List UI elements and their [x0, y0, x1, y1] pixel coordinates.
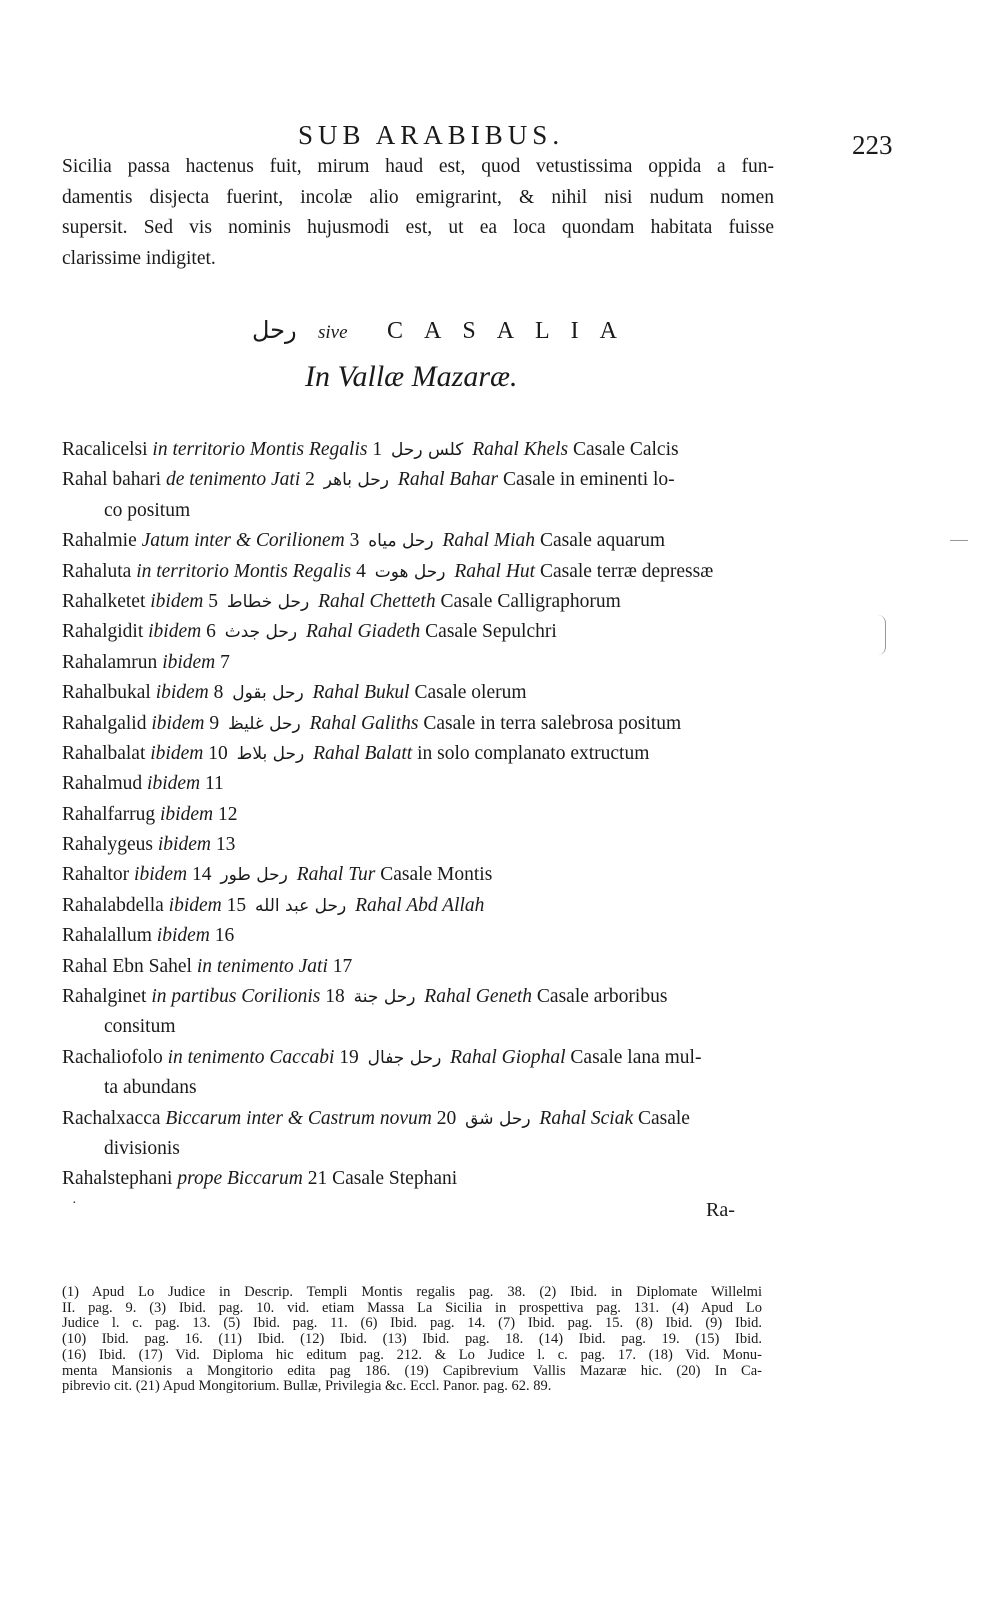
entry-text: Casale arboribus	[532, 986, 668, 1008]
casale-entry	[62, 617, 762, 647]
italic-text: in tenimento Caccabi	[167, 1046, 335, 1068]
entry-continuation	[62, 1134, 762, 1164]
casale-entry	[62, 557, 762, 587]
arabic-name: رحل هوت	[374, 561, 446, 582]
entry-text: Casale	[633, 1107, 690, 1129]
entry-text: 17	[327, 955, 353, 977]
casale-entry	[62, 709, 762, 739]
entry-text: Casale Calcis	[568, 439, 679, 460]
casale-entry	[62, 769, 762, 799]
entry-text: 10	[203, 742, 233, 764]
italic-text: Rahal Tur	[296, 864, 376, 886]
entry-text: Rahalfarrug	[62, 803, 160, 825]
casale-entry	[62, 1104, 762, 1134]
intro-line: Sicilia passa hactenus fuit, mirum haud est, quod vetustissima oppida a fun-	[62, 156, 774, 177]
footnote-line: (10) Ibid. pag. 16. (11) Ibid. (12) Ibid. (13) Ibid. pag. 18. (14) Ibid. pag. 19. (15) Ibid.	[62, 1331, 762, 1348]
entry-continuation	[62, 496, 762, 526]
entry-text: divisionis	[104, 1137, 180, 1159]
arabic-name: رحل بقول	[232, 683, 304, 704]
casale-entry	[62, 830, 762, 860]
italic-text: in partibus Corilionis	[151, 986, 321, 1008]
entry-text: 9	[204, 712, 224, 734]
italic-text: ibidem	[150, 742, 204, 764]
intro-line: clarissime indigitet.	[62, 247, 216, 269]
italic-text: in tenimento Jati	[196, 955, 328, 977]
entry-text: Rahalbalat	[62, 742, 151, 764]
page-number: 223	[852, 130, 893, 160]
entry-text: Rahalygeus	[62, 834, 158, 856]
entry-text: ta abundans	[104, 1077, 197, 1099]
italic-text: Biccarum inter & Castrum novum	[165, 1107, 432, 1129]
entry-text: consitum	[104, 1016, 176, 1038]
italic-text: Rahal Miah	[442, 530, 536, 552]
entry-text: Rahalallum	[62, 925, 157, 947]
arabic-name: رحل جدث	[224, 622, 298, 643]
italic-text: ibidem	[134, 864, 188, 886]
italic-text: Rahal Giadeth	[306, 621, 421, 643]
entry-text: 21 Casale Stephani	[302, 1168, 458, 1190]
italic-text: de tenimento Jati	[165, 469, 301, 491]
entry-text: Casale in terra salebrosa positum	[418, 712, 682, 734]
arabic-name: رحل طور	[220, 865, 288, 886]
entry-text: Racalicelsi	[62, 439, 153, 460]
italic-text: ibidem	[150, 590, 204, 612]
casale-entry	[62, 739, 762, 769]
entry-text: 20	[431, 1107, 462, 1129]
arabic-name: رحل باهر	[323, 470, 390, 491]
italic-text: Rahal Abd Allah	[355, 894, 485, 916]
arabic-name: رحل جنة	[353, 987, 416, 1008]
italic-text: prope Biccarum	[177, 1168, 303, 1190]
italic-text: ibidem	[162, 651, 216, 673]
entry-text: Rahalginet	[62, 986, 152, 1008]
entry-text: Rahalstephani	[62, 1168, 178, 1190]
entry-text: 12	[213, 803, 238, 825]
italic-text: ibidem	[151, 712, 205, 734]
entry-text: Rachaliofolo	[62, 1046, 168, 1068]
stray-dot: ·	[72, 1196, 77, 1211]
entry-text: 19	[334, 1046, 364, 1068]
entry-text: Rahaluta	[62, 560, 137, 582]
title-casalia: CASALIA	[387, 318, 639, 344]
italic-text: Rahal Chetteth	[318, 590, 436, 612]
arabic-name: كلس رحل	[390, 440, 464, 460]
footnote-line: (16) Ibid. (17) Vid. Diploma hic editum pag. 212. & Lo Judice l. c. pag. 17. (18) Vid. Monu-	[62, 1346, 762, 1363]
italic-text: Rahal Khels	[472, 439, 569, 460]
casale-entry	[62, 1164, 762, 1194]
entry-continuation	[62, 1012, 762, 1042]
casale-entry	[62, 587, 762, 617]
footnote-line: pibrevio cit. (21) Apud Mongitorium. Bullæ, Privilegia &c. Eccl. Panor. pag. 62. 89.	[62, 1378, 552, 1395]
casale-entry	[62, 952, 762, 982]
entry-text: 13	[210, 834, 236, 856]
entry-text: 18	[320, 986, 350, 1008]
entry-text: Rahalabdella	[62, 894, 169, 916]
casale-entry	[62, 1043, 762, 1073]
footnote-line: menta Mansionis a Mongitorio edita pag 186. (19) Capibrevium Vallis Mazaræ hic. (20) In Ca-	[62, 1362, 762, 1379]
footnote-line: Judice l. c. pag. 13. (5) Ibid. pag. 11. (6) Ibid. pag. 14. (7) Ibid. pag. 15. (8) Ibid. (9) Ibid.	[62, 1315, 762, 1332]
entry-text: 5	[203, 590, 223, 612]
entry-text: Rahal bahari	[62, 469, 166, 491]
footnotes	[62, 1285, 762, 1395]
italic-text: ibidem	[168, 894, 222, 916]
intro-line: damentis disjecta fuerint, incolæ alio emigrarint, & nihil nisi nudum nomen	[62, 186, 774, 208]
italic-text: in territorio Montis Regalis	[136, 560, 352, 582]
arabic-name: رحل مياه	[368, 531, 434, 552]
entry-text: Rahalketet	[62, 590, 151, 612]
entry-text: Casale terræ depressæ	[535, 560, 714, 582]
entry-text: Casale lana mul-	[565, 1046, 702, 1068]
italic-text: ibidem	[157, 834, 211, 856]
arabic-name: رحل بلاط	[236, 743, 305, 764]
entry-text: Casale Montis	[375, 864, 493, 886]
casale-entry	[62, 982, 762, 1012]
entry-text: 11	[200, 773, 224, 795]
entry-text: Rahalgidit	[62, 621, 149, 643]
italic-text: ibidem	[155, 682, 209, 704]
margin-mark	[950, 540, 968, 541]
casale-entry	[62, 860, 762, 890]
italic-text: ibidem	[156, 925, 210, 947]
footnote-line: (1) Apud Lo Judice in Descrip. Templi Montis regalis pag. 38. (2) Ibid. in Diplomate Willelmi	[62, 1284, 762, 1300]
italic-text: Rahal Geneth	[424, 986, 533, 1008]
footnote-line: II. pag. 9. (3) Ibid. pag. 10. vid. etiam Massa La Sicilia in prospettiva pag. 131. (4) Apud Lo	[62, 1299, 762, 1316]
entry-text: Rahalmud	[62, 773, 148, 795]
arabic-name: رحل خطاط	[226, 591, 310, 612]
italic-text: Rahal Bahar	[397, 469, 499, 491]
entry-text: co positum	[104, 499, 191, 521]
entry-text: Rahaltor	[62, 864, 135, 886]
italic-text: ibidem	[147, 773, 201, 795]
catchword: Ra-	[706, 1199, 735, 1221]
italic-text: Rahal Balatt	[313, 742, 413, 764]
italic-text: Rahal Hut	[454, 560, 536, 582]
italic-text: Rahal Sciak	[539, 1107, 634, 1129]
casale-entry	[62, 800, 762, 830]
entry-text: 7	[215, 651, 230, 673]
entry-text: Rahalbukal	[62, 682, 156, 704]
entry-text: Rachalxacca	[62, 1107, 166, 1129]
entry-text: Casale olerum	[409, 682, 527, 704]
entry-text: Casale Calligraphorum	[435, 590, 621, 612]
section-subtitle: In Vallæ Mazaræ.	[305, 360, 518, 393]
casale-entry	[62, 891, 762, 921]
title-sive: sive	[318, 322, 348, 343]
entry-text: Casale aquarum	[535, 530, 666, 552]
running-head: SUB ARABIBUS.	[298, 120, 565, 150]
italic-text: Jatum inter & Corilionem	[141, 530, 345, 552]
entry-text: 14	[187, 864, 217, 886]
entry-text: 8	[208, 682, 229, 704]
casalia-list	[62, 435, 762, 1195]
intro-paragraph	[62, 152, 774, 274]
entry-text: Casale in eminenti lo-	[498, 469, 675, 491]
entry-text: Rahal Ebn Sahel	[62, 955, 197, 977]
casale-entry	[62, 678, 762, 708]
entry-text: 15	[221, 894, 251, 916]
entry-text: 6	[201, 621, 221, 643]
entry-text: Rahalamrun	[62, 651, 163, 673]
italic-text: Rahal Galiths	[309, 712, 419, 734]
casale-entry	[62, 648, 762, 678]
arabic-name: رحل عبد الله	[255, 895, 347, 916]
intro-line: supersit. Sed vis nominis hujusmodi est, ut ea loca quondam habitata fuisse	[62, 217, 774, 238]
italic-text: ibidem	[160, 803, 214, 825]
casale-entry	[62, 435, 762, 465]
entry-text: in solo complanato extructum	[412, 742, 650, 764]
entry-text: Rahalgalid	[62, 712, 152, 734]
italic-text: Rahal Bukul	[312, 682, 410, 704]
entry-text: 2	[300, 469, 320, 491]
entry-text: Rahalmie	[62, 530, 142, 552]
arabic-name: رحل جفال	[367, 1047, 442, 1068]
casale-entry	[62, 921, 762, 951]
italic-text: in territorio Montis Regalis	[152, 439, 368, 460]
italic-text: ibidem	[148, 621, 202, 643]
entry-text: 3	[344, 530, 365, 552]
entry-continuation	[62, 1073, 762, 1103]
entry-text: Casale Sepulchri	[420, 621, 557, 643]
entry-text: 16	[209, 925, 235, 947]
margin-bracket	[877, 615, 886, 655]
arabic-name: رحل غليظ	[227, 713, 301, 734]
casale-entry	[62, 465, 762, 495]
title-arabic: رحل	[252, 316, 297, 344]
entry-text: 4	[351, 560, 371, 582]
casale-entry	[62, 526, 762, 556]
entry-text: 1	[367, 439, 387, 460]
arabic-name: رحل شق	[465, 1108, 531, 1129]
italic-text: Rahal Giophal	[450, 1046, 566, 1068]
